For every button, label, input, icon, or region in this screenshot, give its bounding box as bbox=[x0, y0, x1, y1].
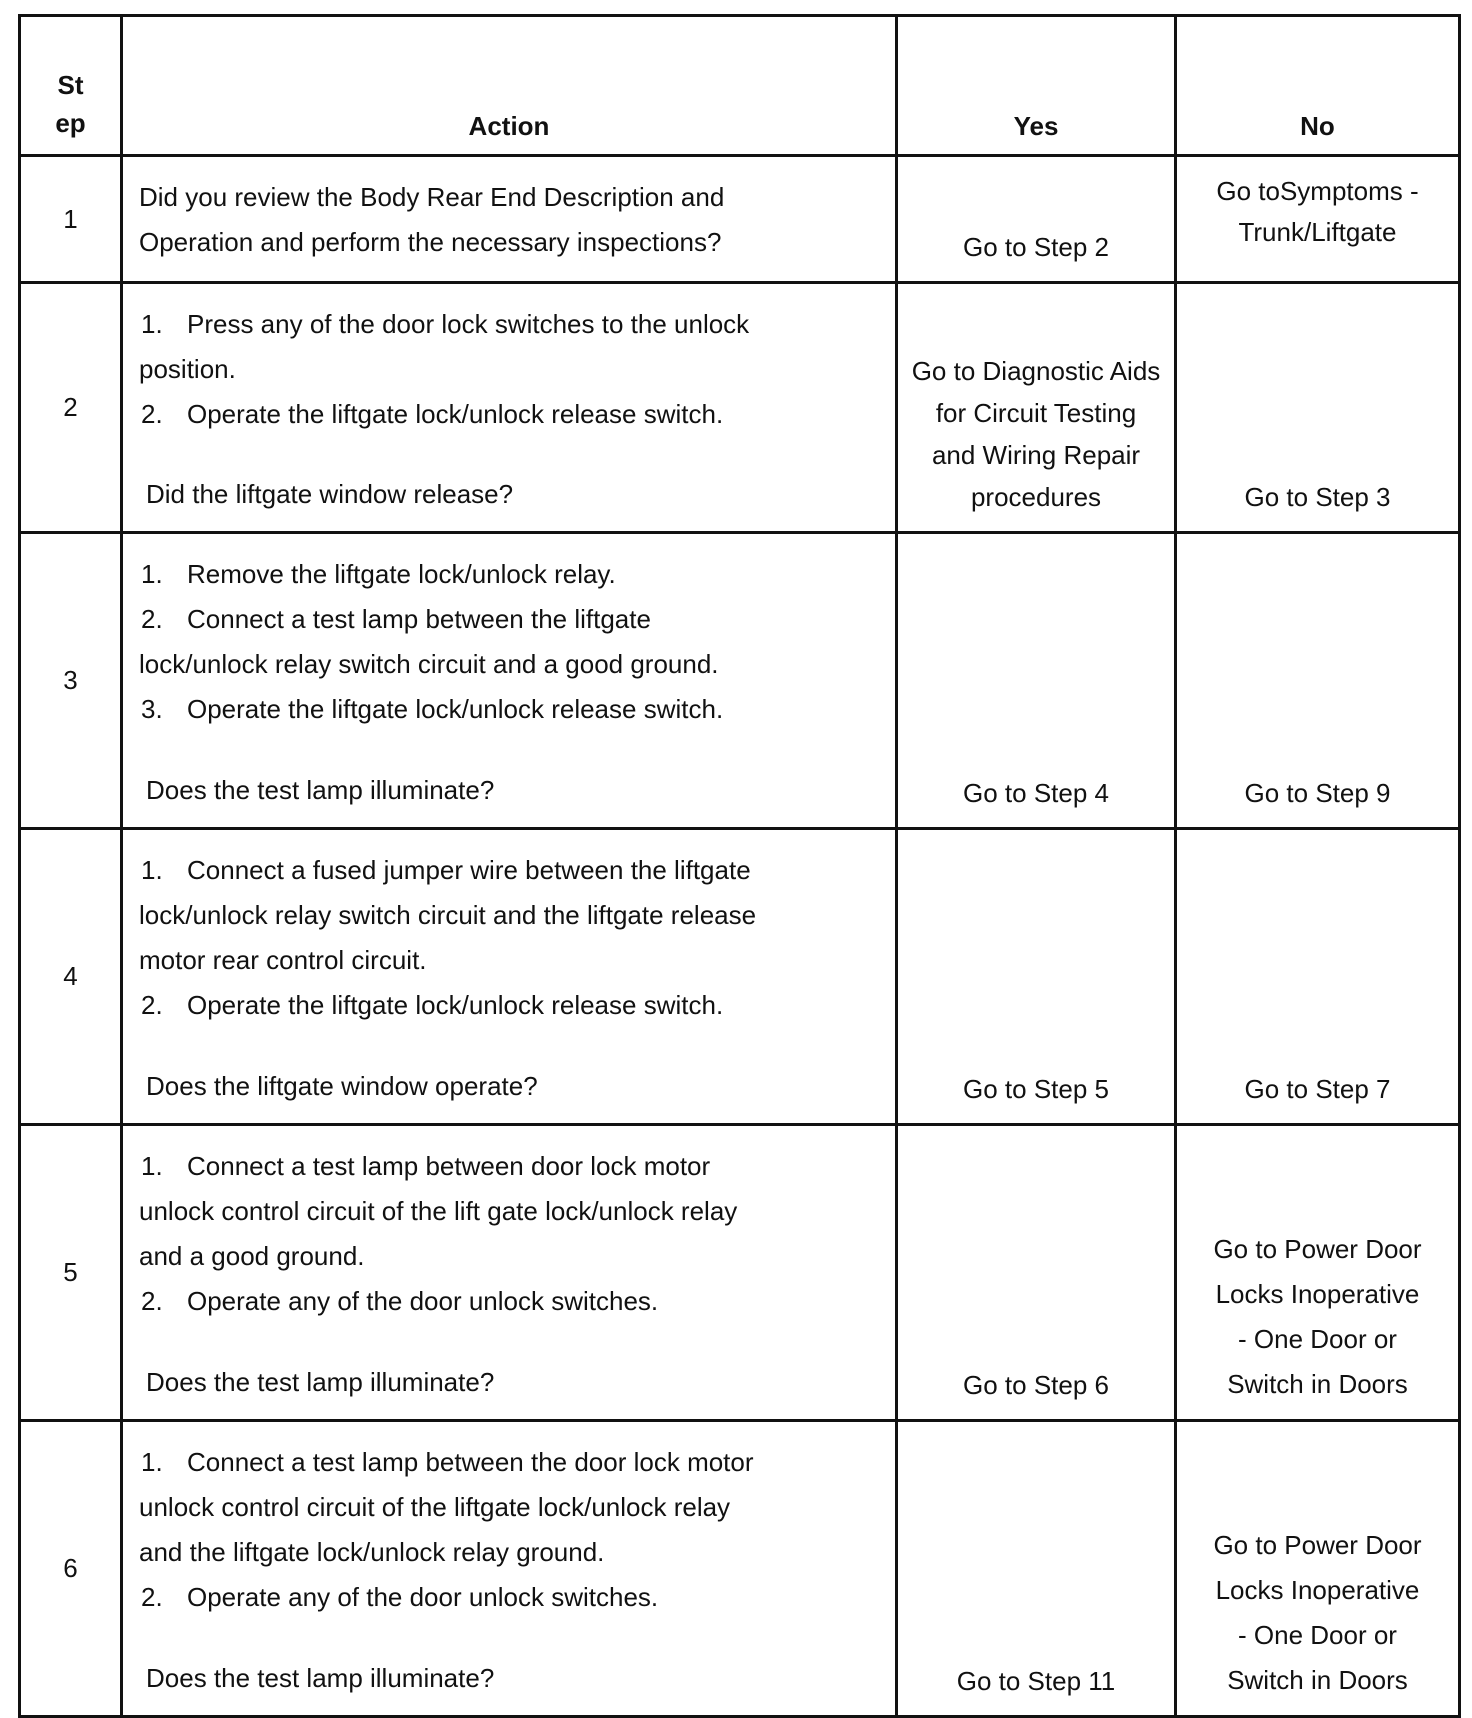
item-number: 1. bbox=[141, 1151, 163, 1181]
action-line: Operation and perform the necessary inspections? bbox=[139, 227, 722, 257]
table-row bbox=[20, 533, 1460, 829]
item-number: 2. bbox=[141, 990, 163, 1020]
header-action: Action bbox=[122, 16, 897, 156]
yes-cell: Go to Step 2 bbox=[897, 156, 1176, 283]
item-number: 1. bbox=[141, 855, 163, 885]
action-item bbox=[139, 392, 883, 437]
step-number: 6 bbox=[20, 1421, 122, 1717]
step-number: 3 bbox=[20, 533, 122, 829]
action-item bbox=[139, 1189, 883, 1234]
item-text: Connect a test lamp between the door lock motor bbox=[187, 1447, 754, 1477]
no-line: Trunk/Liftgate bbox=[1238, 217, 1397, 247]
action-item bbox=[139, 597, 883, 642]
action-question: Does the test lamp illuminate? bbox=[146, 1367, 495, 1397]
yes-line: procedures bbox=[970, 482, 1102, 512]
action-item bbox=[139, 302, 883, 347]
action-question: Does the test lamp illuminate? bbox=[146, 1663, 495, 1693]
header-step-line: ep bbox=[55, 108, 86, 138]
no-cell bbox=[1176, 156, 1460, 283]
yes-cell: Go to Step 6 bbox=[897, 1125, 1176, 1421]
table-row bbox=[20, 1125, 1460, 1421]
item-text: and a good ground. bbox=[139, 1241, 365, 1271]
no-cell bbox=[1176, 1421, 1460, 1717]
item-text: Operate the liftgate lock/unlock release switch. bbox=[187, 399, 724, 429]
item-number: 2. bbox=[141, 1582, 163, 1612]
action-question: Did the liftgate window release? bbox=[146, 479, 514, 509]
no-cell: Go to Step 9 bbox=[1176, 533, 1460, 829]
no-cell bbox=[1176, 1125, 1460, 1421]
no-line: Go to Power Door bbox=[1213, 1234, 1422, 1264]
yes-cell: Go to Step 4 bbox=[897, 533, 1176, 829]
item-text: Connect a test lamp between door lock motor bbox=[187, 1151, 711, 1181]
item-text: Operate the liftgate lock/unlock release switch. bbox=[187, 694, 724, 724]
no-line: Go to Power Door bbox=[1213, 1530, 1422, 1560]
item-number: 3. bbox=[141, 694, 163, 724]
step-number: 5 bbox=[20, 1125, 122, 1421]
table-row bbox=[20, 283, 1460, 533]
table-row bbox=[20, 156, 1460, 283]
action-item bbox=[139, 1279, 883, 1324]
no-cell: Go to Step 3 bbox=[1176, 283, 1460, 533]
yes-line: for Circuit Testing bbox=[935, 398, 1137, 428]
action-item bbox=[139, 687, 883, 732]
yes-line: and Wiring Repair bbox=[931, 440, 1141, 470]
header-row bbox=[20, 16, 1460, 156]
item-text: Operate the liftgate lock/unlock release switch. bbox=[187, 990, 724, 1020]
no-line: - One Door or bbox=[1238, 1324, 1397, 1354]
action-item bbox=[139, 1530, 883, 1575]
item-text: Connect a fused jumper wire between the liftgate bbox=[187, 855, 751, 885]
item-number: 1. bbox=[141, 559, 163, 589]
no-cell: Go to Step 7 bbox=[1176, 829, 1460, 1125]
no-line: Go toSymptoms - bbox=[1216, 176, 1419, 206]
action-question: Does the liftgate window operate? bbox=[146, 1071, 538, 1101]
action-item bbox=[139, 1485, 883, 1530]
action-item bbox=[139, 1575, 883, 1620]
item-number: 2. bbox=[141, 1286, 163, 1316]
action-item bbox=[139, 848, 883, 893]
action-item bbox=[139, 642, 883, 687]
no-line: Locks Inoperative bbox=[1215, 1279, 1420, 1309]
item-text: Connect a test lamp between the liftgate bbox=[187, 604, 651, 634]
item-text: Remove the liftgate lock/unlock relay. bbox=[187, 559, 616, 589]
item-text: Operate any of the door unlock switches. bbox=[187, 1286, 659, 1316]
no-line: Switch in Doors bbox=[1227, 1665, 1408, 1695]
no-line: Switch in Doors bbox=[1227, 1369, 1408, 1399]
item-text: position. bbox=[139, 354, 236, 384]
action-item bbox=[139, 1440, 883, 1485]
action-item bbox=[139, 1144, 883, 1189]
action-item bbox=[139, 552, 883, 597]
step-number: 2 bbox=[20, 283, 122, 533]
item-text: Operate any of the door unlock switches. bbox=[187, 1582, 659, 1612]
action-item bbox=[139, 893, 883, 938]
action-cell bbox=[122, 283, 897, 533]
item-text: and the liftgate lock/unlock relay ground. bbox=[139, 1537, 605, 1567]
table-row bbox=[20, 829, 1460, 1125]
yes-cell bbox=[897, 283, 1176, 533]
header-step-line: St bbox=[57, 70, 84, 100]
header-step bbox=[20, 16, 122, 156]
action-cell bbox=[122, 1125, 897, 1421]
header-yes: Yes bbox=[897, 16, 1176, 156]
action-cell bbox=[122, 533, 897, 829]
item-number: 1. bbox=[141, 1447, 163, 1477]
no-line: Locks Inoperative bbox=[1215, 1575, 1420, 1605]
action-cell bbox=[122, 1421, 897, 1717]
step-number: 1 bbox=[20, 156, 122, 283]
item-number: 1. bbox=[141, 309, 163, 339]
item-text: motor rear control circuit. bbox=[139, 945, 427, 975]
item-number: 2. bbox=[141, 604, 163, 634]
action-item bbox=[139, 938, 883, 983]
yes-cell: Go to Step 5 bbox=[897, 829, 1176, 1125]
action-item bbox=[139, 347, 883, 392]
item-text: lock/unlock relay switch circuit and a good ground. bbox=[139, 649, 719, 679]
action-item bbox=[139, 1234, 883, 1279]
action-cell bbox=[122, 829, 897, 1125]
table-row bbox=[20, 1421, 1460, 1717]
diagnostic-table bbox=[18, 14, 1461, 1718]
yes-cell: Go to Step 11 bbox=[897, 1421, 1176, 1717]
yes-line: Go to Diagnostic Aids bbox=[911, 356, 1161, 386]
item-text: unlock control circuit of the lift gate lock/unlock relay bbox=[139, 1196, 738, 1226]
header-no: No bbox=[1176, 16, 1460, 156]
no-line: - One Door or bbox=[1238, 1620, 1397, 1650]
action-cell bbox=[122, 156, 897, 283]
step-number: 4 bbox=[20, 829, 122, 1125]
item-number: 2. bbox=[141, 399, 163, 429]
action-line: Did you review the Body Rear End Description and bbox=[139, 182, 725, 212]
item-text: unlock control circuit of the liftgate lock/unlock relay bbox=[139, 1492, 731, 1522]
item-text: Press any of the door lock switches to the unlock bbox=[187, 309, 750, 339]
action-item bbox=[139, 983, 883, 1028]
item-text: lock/unlock relay switch circuit and the liftgate release bbox=[139, 900, 757, 930]
action-question: Does the test lamp illuminate? bbox=[146, 775, 495, 805]
